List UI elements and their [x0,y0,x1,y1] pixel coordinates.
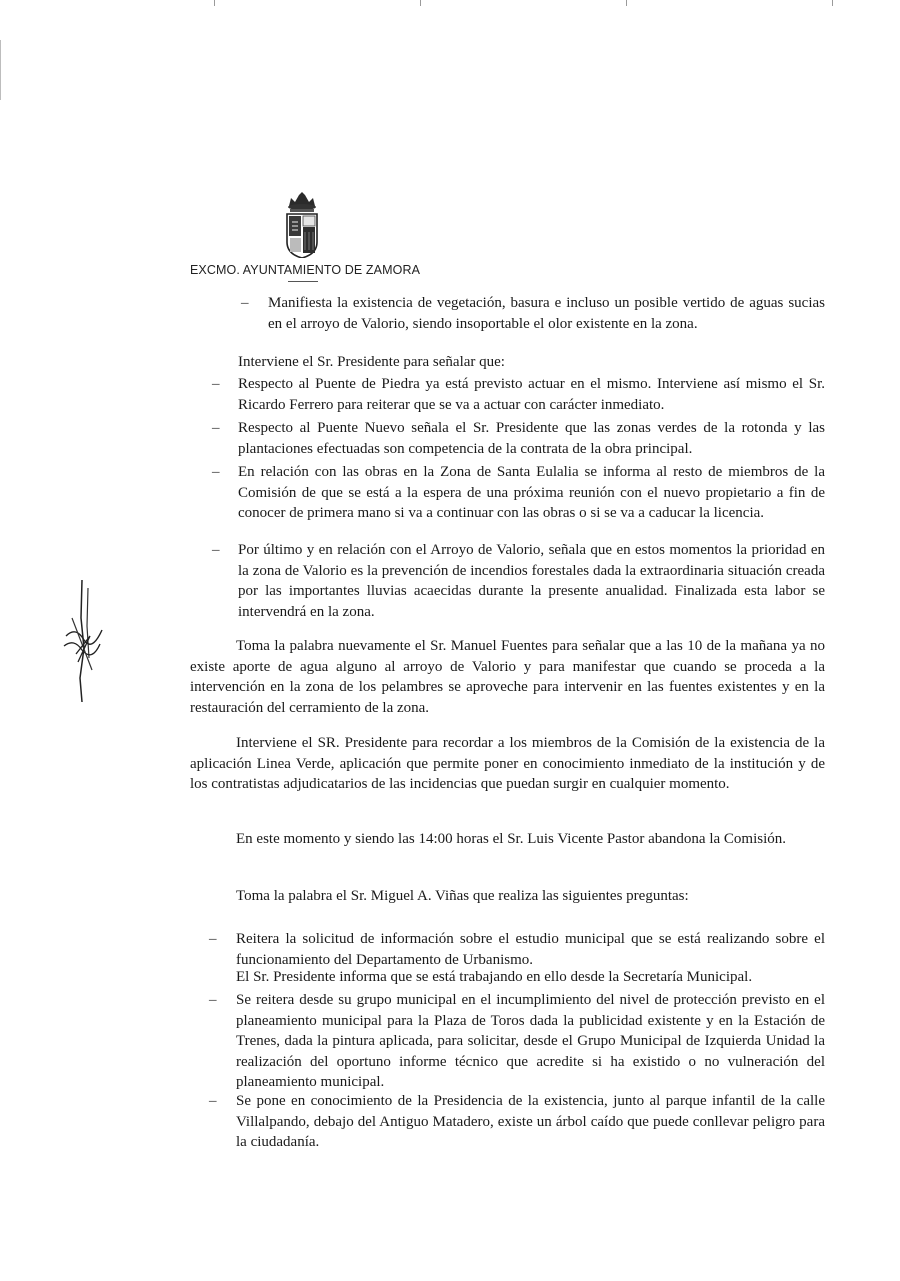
list-item: Por último y en relación con el Arroyo de Valorio, señala que en estos momentos la prioridad en la zona de Valorio es la prevención de incendios forestales dada la extraordinaria situación creada por las importantes lluvias acaecidas durante la presente anualidad. Finalizada esta labor se intervendrá en la zona. [238,542,825,620]
bullet-dash: – [241,295,249,311]
list-item: En relación con las obras en la Zona de Santa Eulalia se informa al resto de miembros de la Comisión de que se está a la espera de una próxima reunión con el nuevo propietario a fin de conocer de primera mano si va a continuar con las obras o si se va a caducar la licencia. [238,464,825,521]
paragraph-pastor: En este momento y siendo las 14:00 horas el Sr. Luis Vicente Pastor abandona la Comisión. [236,831,786,847]
org-name: EXCMO. AYUNTAMIENTO DE ZAMORA [190,263,421,277]
bullet-dash: – [212,542,220,558]
bullet-dash: – [212,464,220,480]
scan-mark [214,0,215,6]
paragraph-vinas-intro: Toma la palabra el Sr. Miguel A. Viñas que realiza las siguientes preguntas: [236,888,689,904]
scan-mark [626,0,627,6]
bullet-dash: – [209,992,217,1008]
bullet-dash: – [212,420,220,436]
president-intro: Interviene el Sr. Presidente para señalar que: [238,354,505,370]
org-underline [288,281,318,282]
list-item: Respecto al Puente de Piedra ya está previsto actuar en el mismo. Interviene así mismo el Sr. Ricardo Ferrero para reiterar que se va a actuar con carácter inmediato. [238,376,825,413]
zamora-crest-icon [281,192,323,258]
list-item: Respecto al Puente Nuevo señala el Sr. Presidente que las zonas verdes de la rotonda y las plantaciones efectuadas son competencia de la contrata de la obra principal. [238,420,825,457]
bullet-dash: – [212,376,220,392]
list-item-reply: El Sr. Presidente informa que se está trabajando en ello desde la Secretaría Municipal. [236,969,753,985]
list-item: Se pone en conocimiento de la Presidencia de la existencia, junto al parque infantil de la calle Villalpando, debajo del Antiguo Matadero, existe un árbol caído que puede conllevar peligro para la ciudadanía. [236,1093,825,1150]
scan-mark [832,0,833,6]
list-item: Se reitera desde su grupo municipal en el incumplimiento del nivel de protección previsto en el planeamiento municipal para la Plaza de Toros dada la publicidad existente y en la Estación de Trenes, dada la pintura aplicada, para solicitar, desde el Grupo Municipal de Izquierda Unidad la realización del oportuno informe técnico que acredite si ha existido o no vulneración del planeamiento municipal. [236,992,825,1090]
list-item: Manifiesta la existencia de vegetación, basura e incluso un posible vertido de aguas sucias en el arroyo de Valorio, siendo insoportable el olor existente en la zona. [268,295,825,332]
scan-margin-mark [0,40,1,100]
paragraph-linea-verde: Interviene el SR. Presidente para recordar a los miembros de la Comisión de la existencia de la aplicación Linea Verde, aplicación que permite poner en conocimiento inmediato de la institución y de los contratistas adjudicatarios de las incidencias que puedan surgir en cualquier momento. [190,735,825,792]
signature-mark [62,578,104,704]
bullet-dash: – [209,1093,217,1109]
scan-mark [420,0,421,6]
paragraph-fuentes: Toma la palabra nuevamente el Sr. Manuel Fuentes para señalar que a las 10 de la mañana ya no existe aporte de agua alguno al arroyo de Valorio y para manifestar que cuando se proceda a la intervención en la zona de los pelambres se aproveche para intervenir en las fuentes existentes y en la restauración del cerramiento de la zona. [190,638,825,716]
bullet-dash: – [209,931,217,947]
list-item: Reitera la solicitud de información sobre el estudio municipal que se está realizando sobre el funcionamiento del Departamento de Urbanismo. [236,931,825,968]
